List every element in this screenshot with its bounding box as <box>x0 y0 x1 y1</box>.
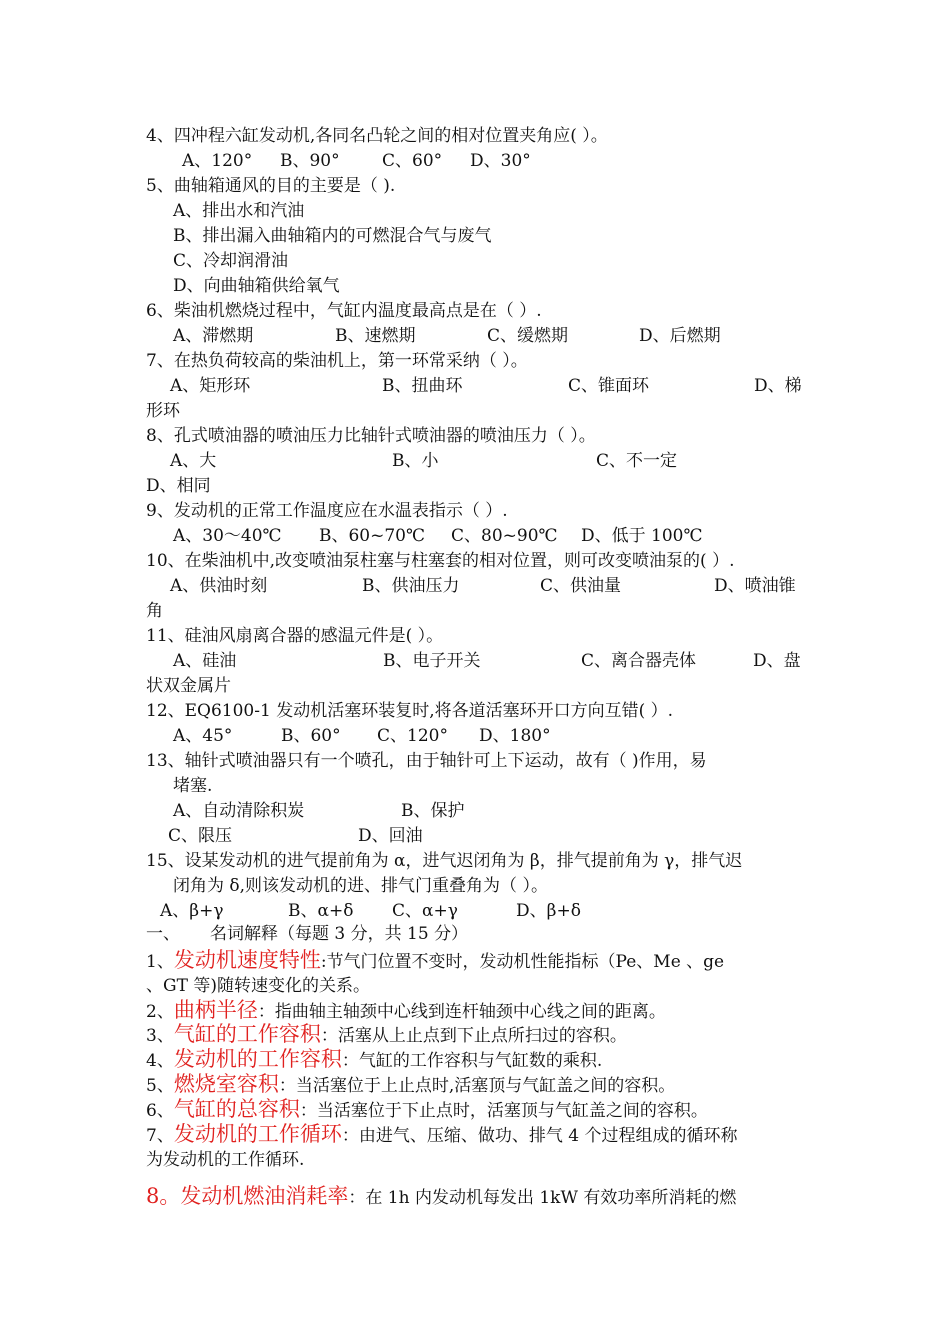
question-11-wrap: 状双金属片 <box>146 676 231 696</box>
term-8 <box>146 1186 736 1208</box>
term-2 <box>146 1000 666 1022</box>
question-15-stem: 15、设某发动机的进气提前角为 α，进气迟闭角为 β，排气提前角为 γ，排气迟 <box>146 851 743 871</box>
question-7-wrap: 形环 <box>146 401 180 421</box>
section-title: 名词解释（每题 3 分，共 15 分） <box>210 924 469 944</box>
term-title: 发动机的工作循环 <box>173 1122 342 1146</box>
term-5 <box>146 1074 675 1096</box>
question-12-stem: 12、EQ6100-1 发动机活塞环装复时,将各道活塞环开口方向互错( ）. <box>146 701 674 721</box>
term-number: 2、 <box>146 1002 174 1022</box>
term-3 <box>146 1024 627 1046</box>
option-a: A、β+γ <box>160 901 224 921</box>
term-title: 气缸的总容积 <box>173 1097 300 1121</box>
term-definition: ：在 1h 内发动机每发出 1kW 有效功率所消耗的燃 <box>348 1188 737 1208</box>
option-c: C、供油量 <box>540 576 622 596</box>
option-b: B、60° <box>281 726 341 746</box>
option-b: B、α+δ <box>288 901 354 921</box>
option-c: C、不一定 <box>596 451 678 471</box>
question-4-options <box>182 151 531 171</box>
question-11-stem: 11、硅油风扇离合器的感温元件是( ）。 <box>146 626 444 646</box>
option-c: C、120° <box>377 726 448 746</box>
option-c: C、α+γ <box>392 901 458 921</box>
term-number: 1、 <box>146 952 174 972</box>
option-c: C、离合器壳体 <box>581 651 697 671</box>
term-4 <box>146 1049 602 1071</box>
option-b: B、排出漏入曲轴箱内的可燃混合气与废气 <box>173 226 492 246</box>
term-definition: ：当活塞位于下止点时，活塞顶与气缸盖之间的容积。 <box>299 1101 708 1121</box>
term-definition: ：指曲轴主轴颈中心线到连杆轴颈中心线之间的距离。 <box>257 1002 666 1022</box>
option-a: A、自动清除积炭 <box>173 801 305 821</box>
question-10-options <box>170 576 796 596</box>
option-b: B、保护 <box>401 801 465 821</box>
question-7-stem: 7、在热负荷较高的柴油机上，第一环常采纳（ ）。 <box>146 351 528 371</box>
term-number: 3、 <box>146 1026 174 1046</box>
option-a: A、30～40℃ <box>173 526 282 546</box>
question-6-stem: 6、柴油机燃烧过程中，气缸内温度最高点是在（ ）. <box>146 301 542 321</box>
question-15-wrap: 闭角为 δ,则该发动机的进、排气门重叠角为（ ）。 <box>173 876 548 896</box>
option-d: D、后燃期 <box>639 326 721 346</box>
term-title: 发动机速度特性 <box>173 948 321 972</box>
question-9-options <box>173 526 703 546</box>
question-13-options-row2 <box>168 826 423 846</box>
term-number: 8。 <box>146 1184 181 1208</box>
option-a: A、45° <box>173 726 233 746</box>
question-5-stem: 5、曲轴箱通风的目的主要是（ ). <box>146 176 396 196</box>
question-10-wrap: 角 <box>146 601 163 621</box>
option-a: A、120° <box>182 151 253 171</box>
option-d: D、向曲轴箱供给氧气 <box>173 276 340 296</box>
option-a: A、滞燃期 <box>173 326 254 346</box>
option-d: D、梯 <box>754 376 802 396</box>
question-4-stem: 4、四冲程六缸发动机,各同名凸轮之间的相对位置夹角应( ）。 <box>146 126 608 146</box>
question-8-options <box>170 451 677 471</box>
option-c: C、80~90℃ <box>451 526 558 546</box>
option-c: C、冷却润滑油 <box>173 251 289 271</box>
section-heading <box>146 924 468 944</box>
question-15-options <box>160 901 581 921</box>
option-d: D、相同 <box>146 476 211 496</box>
section-number: 一、 <box>146 924 180 944</box>
term-definition: ：气缸的工作容积与气缸数的乘积. <box>341 1051 603 1071</box>
option-d: D、30° <box>470 151 531 171</box>
question-8-stem: 8、孔式喷油器的喷油压力比轴针式喷油器的喷油压力（ ）。 <box>146 426 596 446</box>
question-6-options <box>173 326 721 346</box>
option-c: C、60° <box>382 151 443 171</box>
option-a: A、大 <box>170 451 217 471</box>
option-d: D、180° <box>479 726 551 746</box>
question-13-stem: 13、轴针式喷油器只有一个喷孔，由于轴针可上下运动，故有（ )作用，易 <box>146 751 707 771</box>
term-definition: ：当活塞位于上止点时,活塞顶与气缸盖之间的容积。 <box>278 1076 676 1096</box>
option-b: B、扭曲环 <box>382 376 463 396</box>
option-b: B、60~70℃ <box>319 526 426 546</box>
question-7-options <box>170 376 802 396</box>
option-b: B、供油压力 <box>362 576 460 596</box>
question-12-options <box>173 726 551 746</box>
term-6 <box>146 1099 708 1121</box>
option-d: D、β+δ <box>516 901 581 921</box>
option-c: C、缓燃期 <box>487 326 569 346</box>
question-13-options-row1 <box>173 801 465 821</box>
term-title: 曲柄半径 <box>173 998 258 1022</box>
question-13-wrap: 堵塞. <box>173 776 213 796</box>
option-b: B、电子开关 <box>383 651 481 671</box>
option-b: B、速燃期 <box>335 326 416 346</box>
option-d: D、低于 100℃ <box>581 526 703 546</box>
question-10-stem: 10、在柴油机中,改变喷油泵柱塞与柱塞套的相对位置，则可改变喷油泵的( ）. <box>146 551 735 571</box>
term-title: 燃烧室容积 <box>173 1072 279 1096</box>
option-b: B、小 <box>392 451 439 471</box>
option-a: A、硅油 <box>173 651 237 671</box>
option-c: C、限压 <box>168 826 233 846</box>
term-number: 7、 <box>146 1126 174 1146</box>
term-definition: ：由进气、压缩、做功、排气 4 个过程组成的循环称 <box>341 1126 738 1146</box>
term-title: 发动机的工作容积 <box>173 1047 342 1071</box>
option-d: D、回油 <box>358 826 423 846</box>
term-title: 发动机燃油消耗率 <box>180 1184 349 1208</box>
term-number: 4、 <box>146 1051 174 1071</box>
term-definition: ：活塞从上止点到下止点所扫过的容积。 <box>320 1026 627 1046</box>
term-1-wrap: 、GT 等)随转速变化的关系。 <box>146 976 370 996</box>
option-a: A、矩形环 <box>170 376 251 396</box>
option-a: A、排出水和汽油 <box>173 201 305 221</box>
term-definition: :节气门位置不变时，发动机性能指标（Pe、Me 、ge <box>320 952 725 972</box>
question-11-options <box>173 651 801 671</box>
question-9-stem: 9、发动机的正常工作温度应在水温表指示（ ）. <box>146 501 508 521</box>
option-b: B、90° <box>280 151 340 171</box>
option-a: A、供油时刻 <box>170 576 268 596</box>
option-d: D、喷油锥 <box>714 576 796 596</box>
term-number: 6、 <box>146 1101 174 1121</box>
term-1 <box>146 950 724 972</box>
option-c: C、锥面环 <box>568 376 650 396</box>
option-d: D、盘 <box>753 651 801 671</box>
term-7 <box>146 1124 737 1146</box>
term-number: 5、 <box>146 1076 174 1096</box>
term-7-wrap: 为发动机的工作循环. <box>146 1150 305 1170</box>
term-title: 气缸的工作容积 <box>173 1022 321 1046</box>
